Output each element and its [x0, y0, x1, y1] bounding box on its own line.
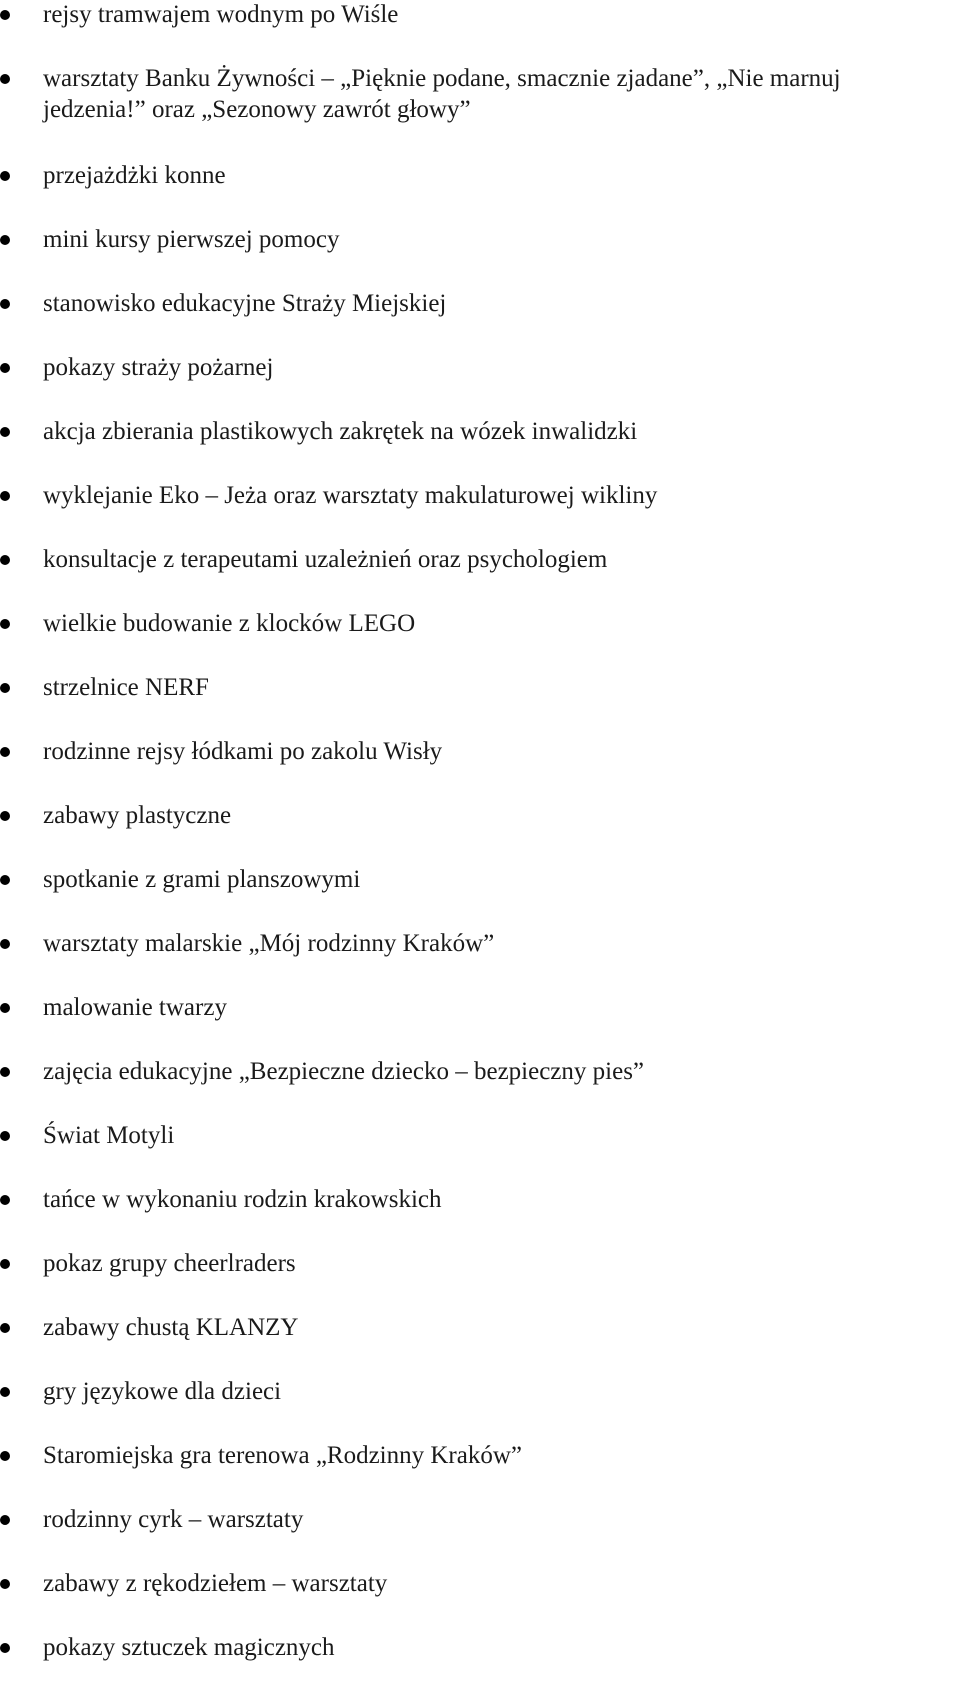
bullet-icon [0, 555, 10, 565]
list-item [0, 415, 960, 448]
list-item [0, 1119, 960, 1152]
list-item-text: wyklejanie Eko – Jeża oraz warsztaty makulaturowej wikliny [43, 482, 658, 509]
bullet-icon [0, 74, 10, 84]
list-item [0, 223, 960, 256]
list-item [0, 1503, 960, 1536]
bullet-icon [0, 875, 10, 885]
list-item-text: strzelnice NERF [43, 674, 209, 701]
list-item [0, 799, 960, 832]
list-item [0, 1439, 960, 1472]
list-item-text-line1: warsztaty Banku Żywności – „Pięknie podane, smacznie zjadane”, „Nie marnuj [43, 65, 841, 92]
bullet-icon [0, 811, 10, 821]
list-item-text: Świat Motyli [43, 1122, 175, 1149]
bullet-icon [0, 619, 10, 629]
bullet-icon [0, 1067, 10, 1077]
list-item-text: tańce w wykonaniu rodzin krakowskich [43, 1186, 442, 1213]
list-item-text: zabawy plastyczne [43, 802, 232, 829]
list-item [0, 479, 960, 512]
list-item-text: konsultacje z terapeutami uzależnień oraz psychologiem [43, 546, 608, 573]
list-item [0, 1183, 960, 1216]
list-item [0, 991, 960, 1024]
list-item-text: rejsy tramwajem wodnym po Wiśle [43, 1, 399, 28]
list-item [0, 1567, 960, 1600]
list-item-text: pokazy straży pożarnej [43, 354, 274, 381]
bullet-icon [0, 1643, 10, 1653]
list-item [0, 607, 960, 640]
list-item-text-line2: jedzenia!” oraz „Sezonowy zawrót głowy” [43, 96, 471, 123]
bullet-icon [0, 363, 10, 373]
list-item-text: pokazy sztuczek magicznych [43, 1634, 335, 1661]
bullet-icon [0, 491, 10, 501]
bullet-icon [0, 1131, 10, 1141]
bullet-icon [0, 10, 10, 20]
bullet-icon [0, 1387, 10, 1397]
list-item [0, 159, 960, 192]
list-item-text: warsztaty malarskie „Mój rodzinny Kraków” [43, 930, 495, 957]
bullet-icon [0, 427, 10, 437]
list-item [0, 735, 960, 768]
list-item [0, 1055, 960, 1088]
bullet-icon [0, 1195, 10, 1205]
bullet-icon [0, 1451, 10, 1461]
bullet-icon [0, 299, 10, 309]
list-item [0, 543, 960, 576]
bullet-icon [0, 1259, 10, 1269]
bullet-icon [0, 1579, 10, 1589]
list-item [0, 351, 960, 384]
bullet-icon [0, 171, 10, 181]
list-item [0, 0, 960, 31]
list-item-text: akcja zbierania plastikowych zakrętek na wózek inwalidzki [43, 418, 638, 445]
list-item-text: zajęcia edukacyjne „Bezpieczne dziecko – bezpieczny pies” [43, 1058, 645, 1085]
bullet-icon [0, 939, 10, 949]
bullet-icon [0, 747, 10, 757]
list-item-text: rodzinne rejsy łódkami po zakolu Wisły [43, 738, 443, 765]
bullet-icon [0, 1323, 10, 1333]
list-item [0, 1631, 960, 1664]
bullet-icon [0, 683, 10, 693]
list-item-text: malowanie twarzy [43, 994, 227, 1021]
list-item-text: przejażdżki konne [43, 162, 226, 189]
list-item [0, 863, 960, 896]
list-item-text: wielkie budowanie z klocków LEGO [43, 610, 416, 637]
list-item-text: mini kursy pierwszej pomocy [43, 226, 340, 253]
list-item-text: stanowisko edukacyjne Straży Miejskiej [43, 290, 447, 317]
list-item [0, 62, 960, 128]
list-item [0, 1375, 960, 1408]
list-item-text: zabawy z rękodziełem – warsztaty [43, 1570, 388, 1597]
bullet-icon [0, 1003, 10, 1013]
list-item [0, 1311, 960, 1344]
list-item [0, 927, 960, 960]
list-item-text: spotkanie z grami planszowymi [43, 866, 361, 893]
list-item-text: Staromiejska gra terenowa „Rodzinny Kraków” [43, 1442, 523, 1469]
list-item-text: zabawy chustą KLANZY [43, 1314, 299, 1341]
bullet-icon [0, 1515, 10, 1525]
list-item [0, 287, 960, 320]
list-item [0, 1247, 960, 1280]
bullet-icon [0, 235, 10, 245]
list-item-text: pokaz grupy cheerlraders [43, 1250, 296, 1277]
list-item-text: rodzinny cyrk – warsztaty [43, 1506, 304, 1533]
list-item-text: gry językowe dla dzieci [43, 1378, 282, 1405]
list-item [0, 671, 960, 704]
